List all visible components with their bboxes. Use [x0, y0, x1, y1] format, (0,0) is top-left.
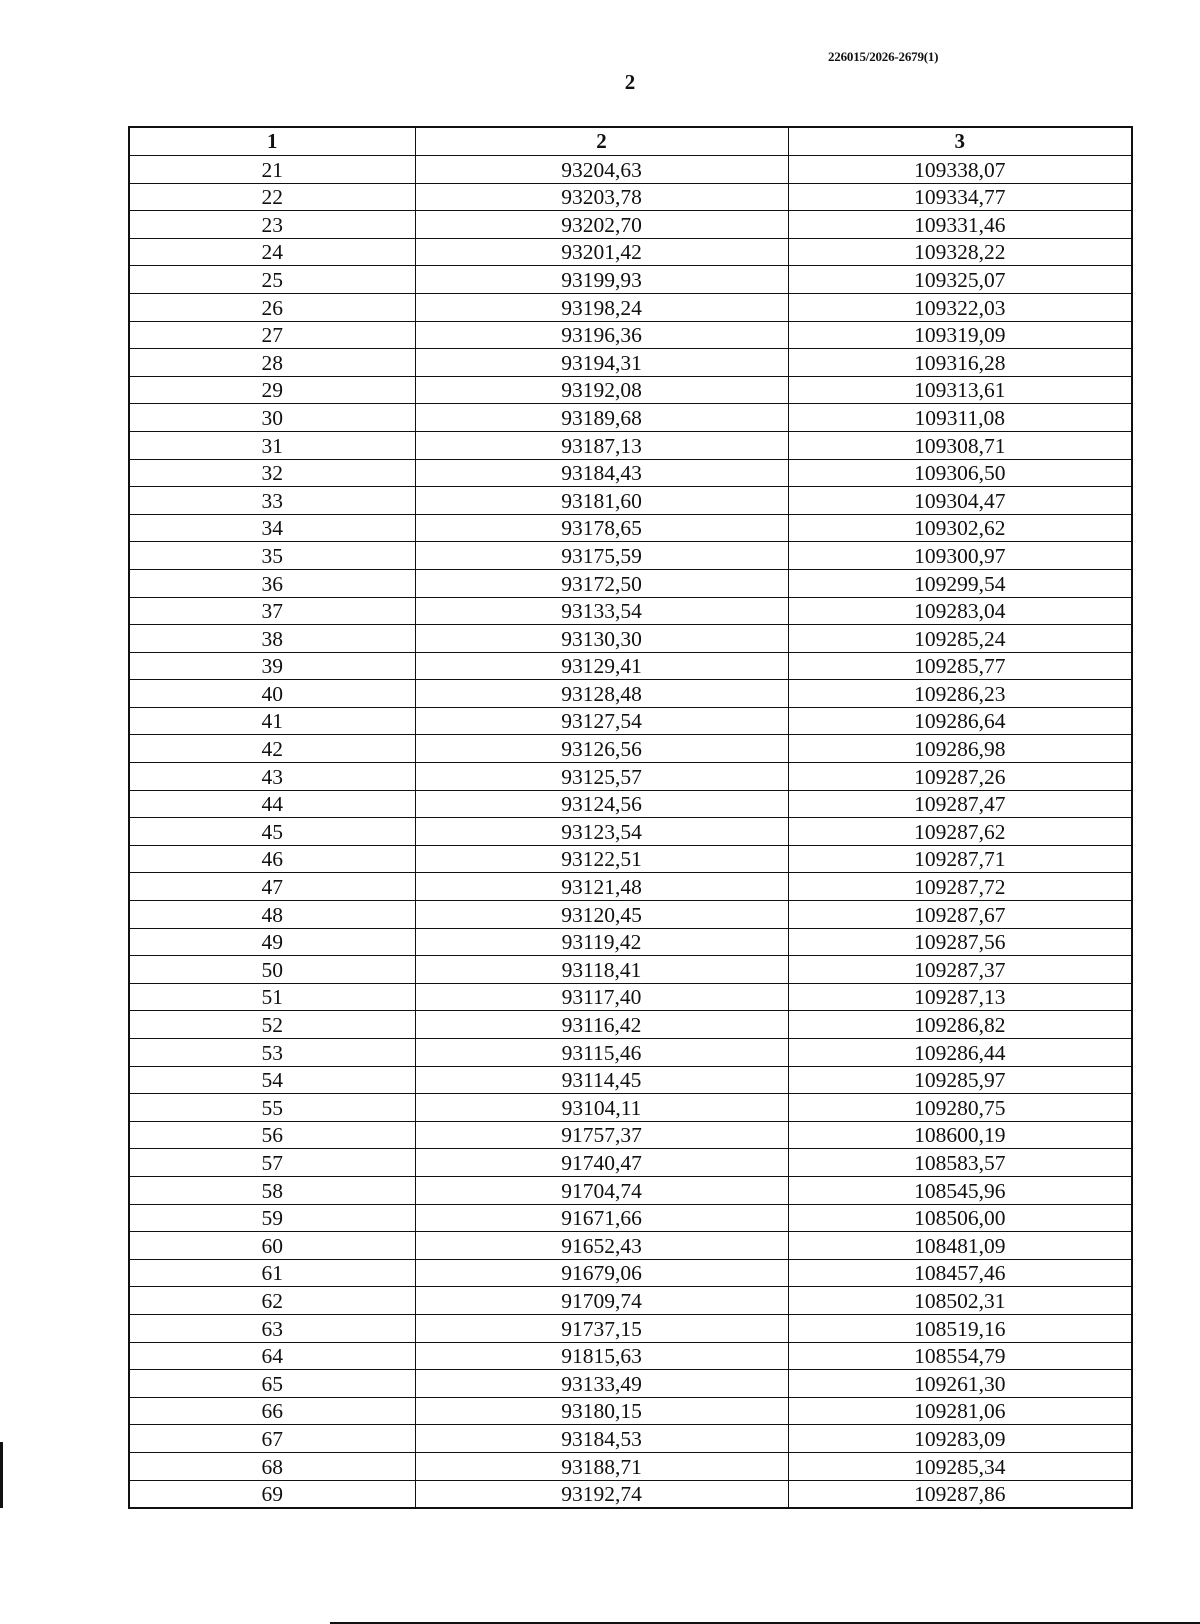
point-number-cell: 55	[129, 1094, 415, 1122]
x-coordinate-cell: 93188,71	[415, 1452, 788, 1480]
table-row	[129, 956, 1132, 984]
y-coordinate-cell: 108519,16	[788, 1314, 1132, 1342]
point-number-cell: 36	[129, 569, 415, 597]
table-row	[129, 1149, 1132, 1177]
x-coordinate-cell: 91815,63	[415, 1342, 788, 1370]
y-coordinate-cell: 109308,71	[788, 431, 1132, 459]
x-coordinate-cell: 93122,51	[415, 845, 788, 873]
coordinates-table	[128, 126, 1133, 1509]
point-number-cell: 37	[129, 597, 415, 625]
x-coordinate-cell: 91757,37	[415, 1121, 788, 1149]
x-coordinate-cell: 93189,68	[415, 404, 788, 432]
point-number-cell: 59	[129, 1204, 415, 1232]
table-row	[129, 652, 1132, 680]
point-number-cell: 44	[129, 790, 415, 818]
table-row	[129, 1011, 1132, 1039]
x-coordinate-cell: 91671,66	[415, 1204, 788, 1232]
point-number-cell: 63	[129, 1314, 415, 1342]
point-number-cell: 69	[129, 1480, 415, 1508]
x-coordinate-cell: 93178,65	[415, 514, 788, 542]
x-coordinate-cell: 91679,06	[415, 1259, 788, 1287]
x-coordinate-cell: 93181,60	[415, 487, 788, 515]
x-coordinate-cell: 93133,54	[415, 597, 788, 625]
y-coordinate-cell: 108506,00	[788, 1204, 1132, 1232]
page-number: 2	[624, 70, 636, 94]
table-row	[129, 928, 1132, 956]
point-number-cell: 60	[129, 1232, 415, 1260]
x-coordinate-cell: 93192,74	[415, 1480, 788, 1508]
table-row	[129, 321, 1132, 349]
point-number-cell: 32	[129, 459, 415, 487]
table-row	[129, 1259, 1132, 1287]
point-number-cell: 48	[129, 901, 415, 929]
x-coordinate-cell: 93127,54	[415, 707, 788, 735]
y-coordinate-cell: 109338,07	[788, 156, 1132, 184]
y-coordinate-cell: 108554,79	[788, 1342, 1132, 1370]
table-row	[129, 1342, 1132, 1370]
point-number-cell: 61	[129, 1259, 415, 1287]
y-coordinate-cell: 109328,22	[788, 238, 1132, 266]
table-row	[129, 1094, 1132, 1122]
y-coordinate-cell: 109287,86	[788, 1480, 1132, 1508]
table-row	[129, 1176, 1132, 1204]
point-number-cell: 68	[129, 1452, 415, 1480]
y-coordinate-cell: 109300,97	[788, 542, 1132, 570]
point-number-cell: 24	[129, 238, 415, 266]
point-number-cell: 41	[129, 707, 415, 735]
y-coordinate-cell: 109331,46	[788, 211, 1132, 239]
table-row	[129, 459, 1132, 487]
table-row	[129, 763, 1132, 791]
x-coordinate-cell: 93175,59	[415, 542, 788, 570]
point-number-cell: 40	[129, 680, 415, 708]
x-coordinate-cell: 93201,42	[415, 238, 788, 266]
table-row	[129, 238, 1132, 266]
y-coordinate-cell: 108583,57	[788, 1149, 1132, 1177]
point-number-cell: 35	[129, 542, 415, 570]
y-coordinate-cell: 109283,09	[788, 1425, 1132, 1453]
y-coordinate-cell: 109283,04	[788, 597, 1132, 625]
x-coordinate-cell: 93204,63	[415, 156, 788, 184]
y-coordinate-cell: 109281,06	[788, 1397, 1132, 1425]
x-coordinate-cell: 91737,15	[415, 1314, 788, 1342]
x-coordinate-cell: 91740,47	[415, 1149, 788, 1177]
point-number-cell: 38	[129, 625, 415, 653]
y-coordinate-cell: 109287,13	[788, 983, 1132, 1011]
y-coordinate-cell: 109285,77	[788, 652, 1132, 680]
y-coordinate-cell: 109280,75	[788, 1094, 1132, 1122]
y-coordinate-cell: 109286,82	[788, 1011, 1132, 1039]
column-header-1: 1	[129, 127, 415, 156]
table-row	[129, 1204, 1132, 1232]
x-coordinate-cell: 93203,78	[415, 183, 788, 211]
y-coordinate-cell: 109304,47	[788, 487, 1132, 515]
y-coordinate-cell: 109313,61	[788, 376, 1132, 404]
point-number-cell: 56	[129, 1121, 415, 1149]
x-coordinate-cell: 93128,48	[415, 680, 788, 708]
y-coordinate-cell: 108600,19	[788, 1121, 1132, 1149]
point-number-cell: 51	[129, 983, 415, 1011]
y-coordinate-cell: 109299,54	[788, 569, 1132, 597]
x-coordinate-cell: 93125,57	[415, 763, 788, 791]
table-row	[129, 873, 1132, 901]
table-row	[129, 569, 1132, 597]
table-row	[129, 211, 1132, 239]
table-row	[129, 1425, 1132, 1453]
x-coordinate-cell: 93196,36	[415, 321, 788, 349]
table-row	[129, 1039, 1132, 1067]
point-number-cell: 66	[129, 1397, 415, 1425]
table-header-row	[129, 127, 1132, 156]
y-coordinate-cell: 108457,46	[788, 1259, 1132, 1287]
table-row	[129, 1370, 1132, 1398]
y-coordinate-cell: 109322,03	[788, 293, 1132, 321]
table-row	[129, 1397, 1132, 1425]
table-row	[129, 514, 1132, 542]
x-coordinate-cell: 93117,40	[415, 983, 788, 1011]
x-coordinate-cell: 93194,31	[415, 349, 788, 377]
x-coordinate-cell: 93180,15	[415, 1397, 788, 1425]
point-number-cell: 29	[129, 376, 415, 404]
point-number-cell: 28	[129, 349, 415, 377]
y-coordinate-cell: 109334,77	[788, 183, 1132, 211]
table-row	[129, 1066, 1132, 1094]
column-header-2: 2	[415, 127, 788, 156]
x-coordinate-cell: 93120,45	[415, 901, 788, 929]
x-coordinate-cell: 91652,43	[415, 1232, 788, 1260]
table-row	[129, 431, 1132, 459]
point-number-cell: 33	[129, 487, 415, 515]
y-coordinate-cell: 108545,96	[788, 1176, 1132, 1204]
point-number-cell: 64	[129, 1342, 415, 1370]
point-number-cell: 23	[129, 211, 415, 239]
y-coordinate-cell: 109287,67	[788, 901, 1132, 929]
table-row	[129, 818, 1132, 846]
table-row	[129, 156, 1132, 184]
x-coordinate-cell: 93172,50	[415, 569, 788, 597]
x-coordinate-cell: 93114,45	[415, 1066, 788, 1094]
table-row	[129, 542, 1132, 570]
table-row	[129, 597, 1132, 625]
point-number-cell: 57	[129, 1149, 415, 1177]
y-coordinate-cell: 109319,09	[788, 321, 1132, 349]
y-coordinate-cell: 109287,62	[788, 818, 1132, 846]
table-row	[129, 349, 1132, 377]
y-coordinate-cell: 109286,64	[788, 707, 1132, 735]
point-number-cell: 42	[129, 735, 415, 763]
table-row	[129, 625, 1132, 653]
x-coordinate-cell: 93187,13	[415, 431, 788, 459]
y-coordinate-cell: 109285,34	[788, 1452, 1132, 1480]
y-coordinate-cell: 109287,37	[788, 956, 1132, 984]
x-coordinate-cell: 93126,56	[415, 735, 788, 763]
x-coordinate-cell: 93198,24	[415, 293, 788, 321]
x-coordinate-cell: 93192,08	[415, 376, 788, 404]
x-coordinate-cell: 93118,41	[415, 956, 788, 984]
table-row	[129, 487, 1132, 515]
point-number-cell: 52	[129, 1011, 415, 1039]
x-coordinate-cell: 93184,43	[415, 459, 788, 487]
point-number-cell: 30	[129, 404, 415, 432]
y-coordinate-cell: 109325,07	[788, 266, 1132, 294]
point-number-cell: 27	[129, 321, 415, 349]
table-row	[129, 1232, 1132, 1260]
table-row	[129, 735, 1132, 763]
x-coordinate-cell: 91709,74	[415, 1287, 788, 1315]
y-coordinate-cell: 109316,28	[788, 349, 1132, 377]
point-number-cell: 26	[129, 293, 415, 321]
point-number-cell: 49	[129, 928, 415, 956]
y-coordinate-cell: 109286,23	[788, 680, 1132, 708]
point-number-cell: 50	[129, 956, 415, 984]
x-coordinate-cell: 93124,56	[415, 790, 788, 818]
table-body	[129, 156, 1132, 1509]
point-number-cell: 46	[129, 845, 415, 873]
table-row	[129, 183, 1132, 211]
y-coordinate-cell: 109287,71	[788, 845, 1132, 873]
x-coordinate-cell: 93129,41	[415, 652, 788, 680]
table-row	[129, 790, 1132, 818]
x-coordinate-cell: 93184,53	[415, 1425, 788, 1453]
table-row	[129, 376, 1132, 404]
column-header-3: 3	[788, 127, 1132, 156]
point-number-cell: 65	[129, 1370, 415, 1398]
x-coordinate-cell: 93115,46	[415, 1039, 788, 1067]
point-number-cell: 54	[129, 1066, 415, 1094]
y-coordinate-cell: 109311,08	[788, 404, 1132, 432]
y-coordinate-cell: 109302,62	[788, 514, 1132, 542]
point-number-cell: 31	[129, 431, 415, 459]
x-coordinate-cell: 93202,70	[415, 211, 788, 239]
point-number-cell: 67	[129, 1425, 415, 1453]
table-row	[129, 901, 1132, 929]
coordinates-table-wrapper	[128, 126, 1131, 1509]
y-coordinate-cell: 109287,47	[788, 790, 1132, 818]
point-number-cell: 39	[129, 652, 415, 680]
point-number-cell: 25	[129, 266, 415, 294]
x-coordinate-cell: 93123,54	[415, 818, 788, 846]
table-row	[129, 983, 1132, 1011]
scan-edge-mark	[0, 1442, 3, 1508]
x-coordinate-cell: 93133,49	[415, 1370, 788, 1398]
point-number-cell: 62	[129, 1287, 415, 1315]
y-coordinate-cell: 109287,26	[788, 763, 1132, 791]
table-row	[129, 680, 1132, 708]
y-coordinate-cell: 108481,09	[788, 1232, 1132, 1260]
y-coordinate-cell: 109261,30	[788, 1370, 1132, 1398]
table-row	[129, 1480, 1132, 1508]
point-number-cell: 34	[129, 514, 415, 542]
x-coordinate-cell: 93199,93	[415, 266, 788, 294]
y-coordinate-cell: 108502,31	[788, 1287, 1132, 1315]
point-number-cell: 22	[129, 183, 415, 211]
x-coordinate-cell: 91704,74	[415, 1176, 788, 1204]
point-number-cell: 53	[129, 1039, 415, 1067]
point-number-cell: 47	[129, 873, 415, 901]
table-row	[129, 266, 1132, 294]
x-coordinate-cell: 93119,42	[415, 928, 788, 956]
table-row	[129, 845, 1132, 873]
table-row	[129, 1314, 1132, 1342]
x-coordinate-cell: 93116,42	[415, 1011, 788, 1039]
y-coordinate-cell: 109285,97	[788, 1066, 1132, 1094]
document-id: 226015/2026-2679(1)	[828, 49, 939, 64]
table-row	[129, 1287, 1132, 1315]
x-coordinate-cell: 93130,30	[415, 625, 788, 653]
x-coordinate-cell: 93121,48	[415, 873, 788, 901]
y-coordinate-cell: 109286,98	[788, 735, 1132, 763]
x-coordinate-cell: 93104,11	[415, 1094, 788, 1122]
y-coordinate-cell: 109285,24	[788, 625, 1132, 653]
y-coordinate-cell: 109306,50	[788, 459, 1132, 487]
point-number-cell: 21	[129, 156, 415, 184]
y-coordinate-cell: 109287,72	[788, 873, 1132, 901]
table-row	[129, 404, 1132, 432]
point-number-cell: 58	[129, 1176, 415, 1204]
point-number-cell: 43	[129, 763, 415, 791]
table-row	[129, 1452, 1132, 1480]
table-row	[129, 707, 1132, 735]
y-coordinate-cell: 109286,44	[788, 1039, 1132, 1067]
point-number-cell: 45	[129, 818, 415, 846]
table-row	[129, 293, 1132, 321]
y-coordinate-cell: 109287,56	[788, 928, 1132, 956]
table-row	[129, 1121, 1132, 1149]
